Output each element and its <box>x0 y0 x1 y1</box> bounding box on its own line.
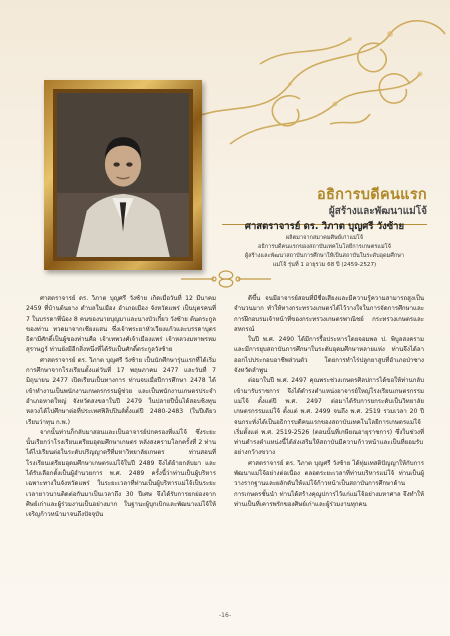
body-column-left <box>26 294 216 521</box>
body-column-right <box>234 294 424 510</box>
body-paragraph: ต่อมาในปี พ.ศ. 2497 คุณพระช่วงเกษตรศิลปการได้ขอให้ท่านกลับเข้ามารับราชการ จึงได้ดำรงตำแหน่งอาจารย์ใหญ่โรงเรียนเกษตรกรรมแม่โจ้ ตั้งแต่ปี พ.ศ. 2497 ต่อมาได้รับการยกระดับเป็นวิทยาลัยเกษตรกรรมแม่โจ้ ตั้งแต่ พ.ศ. 2499 จนถึง พ.ศ. 2519 รวมเวลา 20 ปี จนกระทั่งได้เป็นอธิการบดีคนแรกของสถาบันเทคโนโลยีการเกษตรแม่โจ้ เริ่มตั้งแต่ พ.ศ. 2519-2526 (ตอนนั้นที่เกษียณอายุราชการ) ซึ่งในช่วงที่ท่านดำรงตำแหน่งนี้ได้ส่งเสริมให้สถาบันมีความก้าวหน้าและเป็นที่ยอมรับอย่างกว้างขวาง <box>234 377 424 457</box>
profile-line: อธิการบดีคนแรกของสถาบันเทคโนโลยีการเกษตรแม่โจ้ <box>258 244 391 250</box>
profile-line: ผู้สร้างและพัฒนาสถาบันการศึกษาให้เป็นสถาบันในระดับอุดมศึกษา <box>244 253 405 259</box>
page-title: อธิการบดีคนแรก <box>316 186 427 203</box>
profile-line: แม่โจ้ รุ่นที่ 1 อายุรวม 68 ปี (2459-2527) <box>272 262 377 268</box>
portrait-photo <box>57 93 189 257</box>
body-paragraph: ศาสตราจารย์ ดร. วิภาต บุญศรี วังซ้าย เป็นนักศึกษารุ่นแรกที่ได้เริ่มการศึกษาจากโรงเรียนตั้งแต่วันที่ 17 พฤษภาคม 2477 และวันที่ 7 มิถุนายน 2477 เปิดเรียนเป็นทางการ ท่านจบเมื่อปีการศึกษา 2478 ได้เข้าทำงานเป็นพนักงานเกษตรกรรมผู้ช่วย และเป็นพนักงานเกษตรประจำอำเภอหาดใหญ่ จังหวัดสงขลาในปี 2479 ในปลายปีนั้นได้สอบชิงทุนหลวงได้ไปศึกษาต่อที่ประเทศฟิลิปปินส์ตั้งแต่ปี 2480-2483 (ในปีเดียวเรียนว่าทุน ก.พ.) <box>26 356 216 426</box>
body-paragraph: ศาสตราจารย์ ดร. วิภาต บุญศรี วังซ้าย ได้ทุ่มเทสติปัญญาให้กับการพัฒนาแม่โจ้อย่างต่อเนื่อง ตลอดระยะเวลาที่ท่านบริหารแม่โจ้ ท่านเป็นผู้วางรากฐานและผลักดันให้แม่โจ้ก้าวหน้าเป็นสถาบันการศึกษาด้านการเกษตรชั้นนำ ท่านได้สร้างคุณูปการไว้แก่แม่โจ้อย่างมหาศาล จึงทำให้ท่านเป็นที่เคารพรักของศิษย์เก่าและผู้ร่วมงานทุกคน <box>234 459 424 508</box>
portrait-frame <box>44 80 202 270</box>
page-number: -16- <box>219 612 231 619</box>
body-paragraph: ในปี พ.ศ. 2490 ได้มีการรื้อประหารโดยจอมพล ป. พิบูลสงคราม และมีการยุบสถาบันการศึกษาในระดับอุดมศึกษาหลายแห่ง ท่านจึงได้ลาออกไปประกอบอาชีพส่วนตัว โดยการทำไร่ปลูกยาสูบที่อำเภอป่าซาง จังหวัดลำพูน <box>234 336 424 375</box>
page-subtitle: ผู้สร้างและพัฒนาแม่โจ้ <box>328 206 427 217</box>
ornamental-divider <box>176 268 276 290</box>
profile-block <box>222 220 427 270</box>
body-paragraph: จากนั้นท่านก็กลับมาสอนและเป็นอาจารย์ปกครองที่แม่โจ้ ซึ่งระยะนั้นเรียกว่าโรงเรียนเตรียมอุดมศึกษาเกษตร หลังสงครามโลกครั้งที่ 2 ท่านได้ไปเรียนต่อในระดับปริญญาตรีที่มหาวิทยาลัยเกษตร ท่านสอนที่โรงเรียนเตรียมอุดมศึกษาเกษตรแม่โจ้ในปี 2489 จึงได้ย้ายกลับมา และได้รับเลือกตั้งเป็นผู้อำนวยการ พ.ศ. 2489 ครั้งนี้ว่าท่านเป็นผู้บริหารเฉพาะทางในจังหวัดแพร่ ในระยะเวลาที่ท่านเป็นผู้บริหารแม่โจ้เป็นระยะเวลายาวนานติดต่อกันมาเป็นเวลาถึง 30 ปีเศษ จึงได้รับการยกย่องจากศิษย์เก่าและผู้ร่วมงานเป็นอย่างมาก ในฐานะผู้บุกเบิกและพัฒนาแม่โจ้ให้เจริญก้าวหน้ามาจนถึงปัจจุบัน <box>26 428 216 519</box>
person-name: ศาสตราจารย์ ดร. วิภาต บุญศรี วังซ้าย <box>244 221 405 232</box>
body-paragraph: ดีขึ้น จนมีอาจารย์สอนที่มีชื่อเสียงและมีความรู้ความสามารถสูงเป็นจำนวนมาก ทำให้ทางกระทรวงเกษตรได้ไว้วางใจในการจัดการศึกษาและการฝึกอบรมเจ้าหน้าที่ของกระทรวงเกษตรพาณิชย์ กระทรวงเกษตรและสหกรณ์ <box>234 295 424 333</box>
body-paragraph: ศาสตราจารย์ ดร. วิภาต บุญศรี วังซ้าย เกิดเมื่อวันที่ 12 มีนาคม 2459 ที่บ้านต้นยาง ตำบลในเมือง อำเภอเมือง จังหวัดแพร่ เป็นบุตรคนที่ 7 ในบรรดาพี่น้อง 8 คนของนายบุญมาและนางบัวเกี๋ยว วังซ้าย ต้นตระกูลของท่าน ทวดมาจากเชียงแสน ซึ่งเจ้าพระยาหัวเวียงแก้วและบรรดาบุตรธิดามีศักดิ์เป็นผู้ของท่านคือ เจ้าเทพวงศ์เจ้าเมืองแพร่ เจ้าหลวงมหาพรหมสุราษฎร์ ท่านยังมีอีกสิ่งหนึ่งที่ได้รับเป็นศักดิ์ตระกูลวังซ้าย <box>26 295 216 354</box>
profile-line: ผลิตมาจากสมาคมศิษย์เก่าแม่โจ้ <box>285 235 364 241</box>
